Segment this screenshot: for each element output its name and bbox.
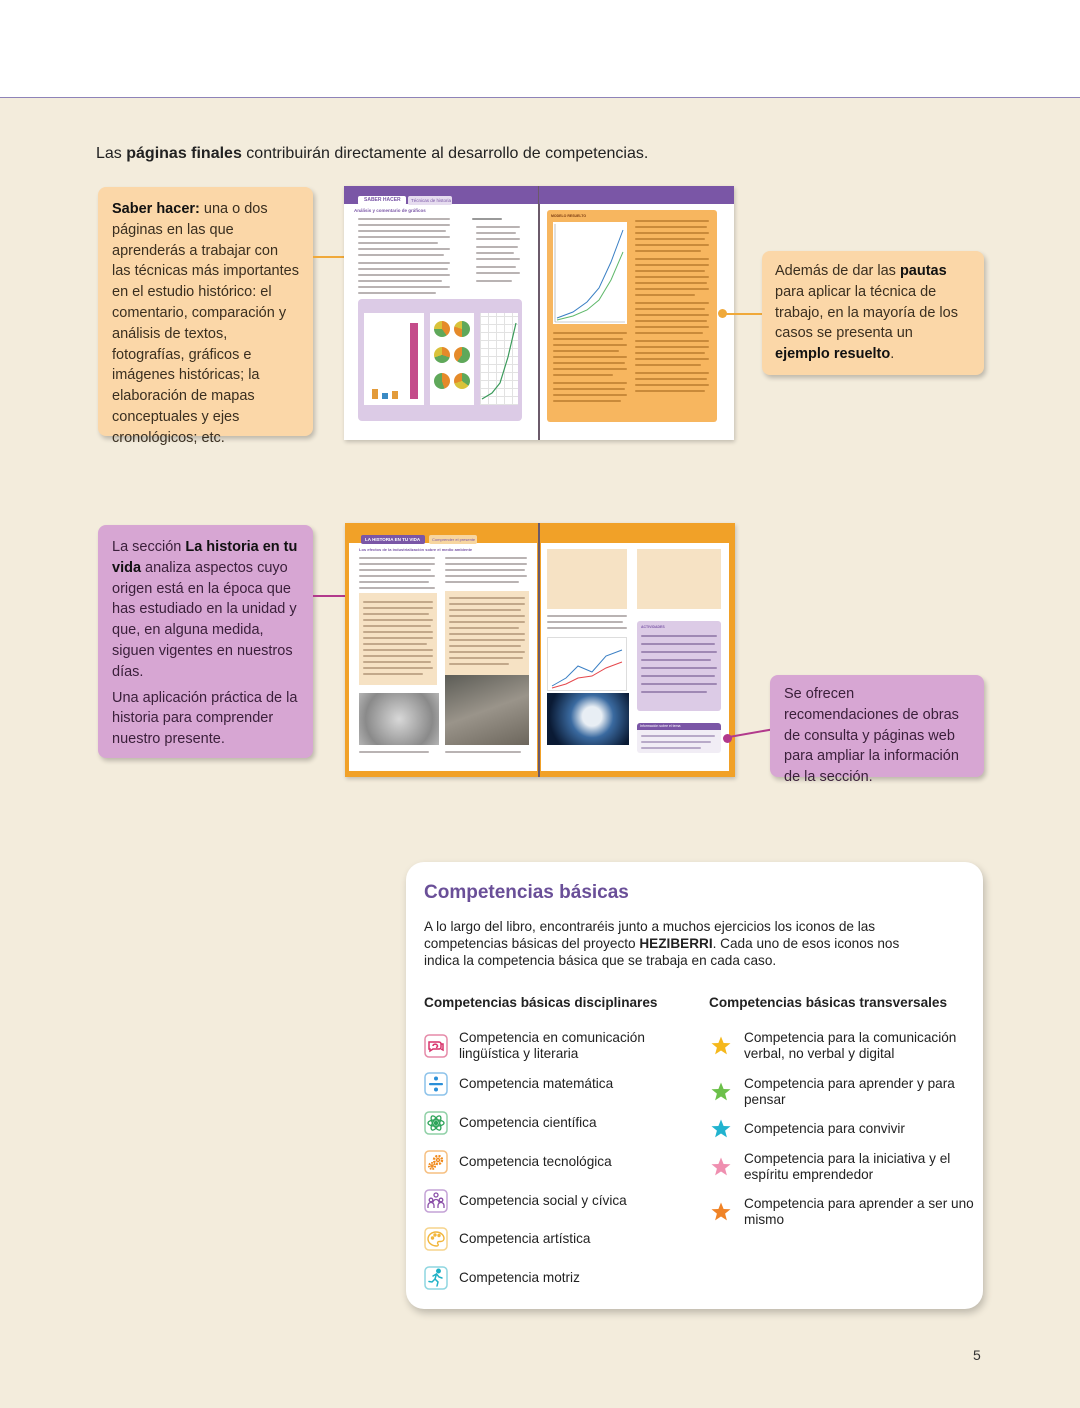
competency-label: Competencia matemática <box>459 1076 614 1091</box>
intro-text: Las páginas finales contribuirán directamente al desarrollo de competencias. <box>96 145 649 162</box>
callout-saber-hacer: Saber hacer: una o dos páginas en las que aprenderás a trabajar con las técnicas más importantes en el estudio histórico: el comentario, comparación y análisis de textos, fotografías, gráficos e imágenes históricas; la elaboración de mapas conceptuales y ejes cronológicos; etc. <box>98 187 313 436</box>
header-bar <box>541 527 729 543</box>
competencias-card <box>406 862 983 1309</box>
competency-item <box>424 1150 694 1174</box>
historic-photo <box>445 675 529 745</box>
book-spread-saber-hacer <box>344 186 734 440</box>
page-number: 5 <box>973 1347 981 1363</box>
section-subtab: Comprender el presente <box>429 535 477 544</box>
section-tab: SABER HACER <box>358 196 406 205</box>
chart-image <box>547 637 627 691</box>
competency-item <box>424 1266 694 1290</box>
star-icon <box>709 1117 733 1141</box>
competency-label: Competencia artística <box>459 1231 591 1246</box>
competency-item <box>709 1117 974 1141</box>
callout-historia-en-tu-vida: La sección La historia en tu vida analiza aspectos cuyo origen está en la época que has estudiado en la unidad y que, en alguna medida, siguen vigentes en nuestros días. Una aplicación práctica de la historia para comprender nuestro presente. <box>98 525 313 758</box>
callout-pautas: Además de dar las pautas para aplicar la técnica de trabajo, en la mayoría de los casos se presenta un ejemplo resuelto. <box>762 251 984 375</box>
competency-item <box>709 1030 974 1062</box>
satellite-image <box>547 693 629 745</box>
competencias-description: A lo largo del libro, encontraréis junto a muchos ejercicios los iconos de las competencias básicas del proyecto HEZIBERRI. Cada uno de esos iconos nos indica la competencia básica que se trabaja en cada caso. <box>424 919 900 968</box>
competency-item <box>424 1072 694 1096</box>
competency-item <box>424 1111 694 1135</box>
page-heading: Los efectos de la industrialización sobre el medio ambiente <box>359 547 473 552</box>
historic-photo <box>359 693 439 745</box>
competency-item <box>424 1030 694 1062</box>
figure-box <box>358 299 522 421</box>
star-icon <box>709 1080 733 1104</box>
star-icon <box>709 1200 733 1224</box>
competency-label: Competencia motriz <box>459 1270 580 1285</box>
competency-label: Competencia para aprender a ser uno mismo <box>744 1196 974 1227</box>
info-box: Información sobre el tema <box>637 723 721 753</box>
section-tab: LA HISTORIA EN TU VIDA <box>361 535 425 544</box>
disciplinares-heading: Competencias básicas disciplinares <box>424 995 658 1010</box>
star-icon <box>709 1034 733 1058</box>
competency-label: Competencia para convivir <box>744 1121 905 1136</box>
activities-box: ACTIVIDADES <box>637 621 721 711</box>
left-page <box>344 186 538 440</box>
connector-line <box>724 313 762 315</box>
connector-line <box>729 729 771 738</box>
right-page <box>541 527 729 771</box>
competency-label: Competencia para la iniciativa y el espíritu emprendedor <box>744 1151 951 1182</box>
competency-item <box>709 1151 974 1183</box>
competency-item <box>709 1076 974 1108</box>
page-heading: Análisis y comentario de gráficos <box>354 208 426 213</box>
gears-icon <box>424 1150 448 1174</box>
speech-bubbles-icon <box>424 1034 448 1058</box>
competencias-title: Competencias básicas <box>424 882 629 903</box>
competency-label: Competencia en comunicación lingüística y literaria <box>459 1030 645 1061</box>
competency-label: Competencia tecnológica <box>459 1154 612 1169</box>
transversales-heading: Competencias básicas transversales <box>709 995 948 1010</box>
people-icon <box>424 1189 448 1213</box>
competency-label: Competencia científica <box>459 1115 597 1130</box>
callout-recomendaciones: Se ofrecen recomendaciones de obras de consulta y páginas web para ampliar la información de la sección. <box>770 675 984 777</box>
top-band <box>0 0 1080 98</box>
competency-item <box>709 1196 974 1228</box>
palette-icon <box>424 1227 448 1251</box>
book-spread-historia-en-tu-vida <box>345 523 735 777</box>
star-icon <box>709 1155 733 1179</box>
section-subtab: Técnicas de historia <box>408 196 452 205</box>
runner-icon <box>424 1266 448 1290</box>
competency-label: Competencia para aprender y para pensar <box>744 1076 955 1107</box>
right-page <box>539 186 734 440</box>
atom-icon <box>424 1111 448 1135</box>
worked-example-box: MODELO RESUELTO <box>547 210 717 422</box>
left-page <box>349 527 537 771</box>
competency-item <box>424 1227 694 1251</box>
header-bar <box>539 186 734 204</box>
competency-label: Competencia para la comunicación verbal, no verbal y digital <box>744 1030 957 1061</box>
divide-icon <box>424 1072 448 1096</box>
competency-item <box>424 1189 694 1213</box>
competency-label: Competencia social y cívica <box>459 1193 627 1208</box>
